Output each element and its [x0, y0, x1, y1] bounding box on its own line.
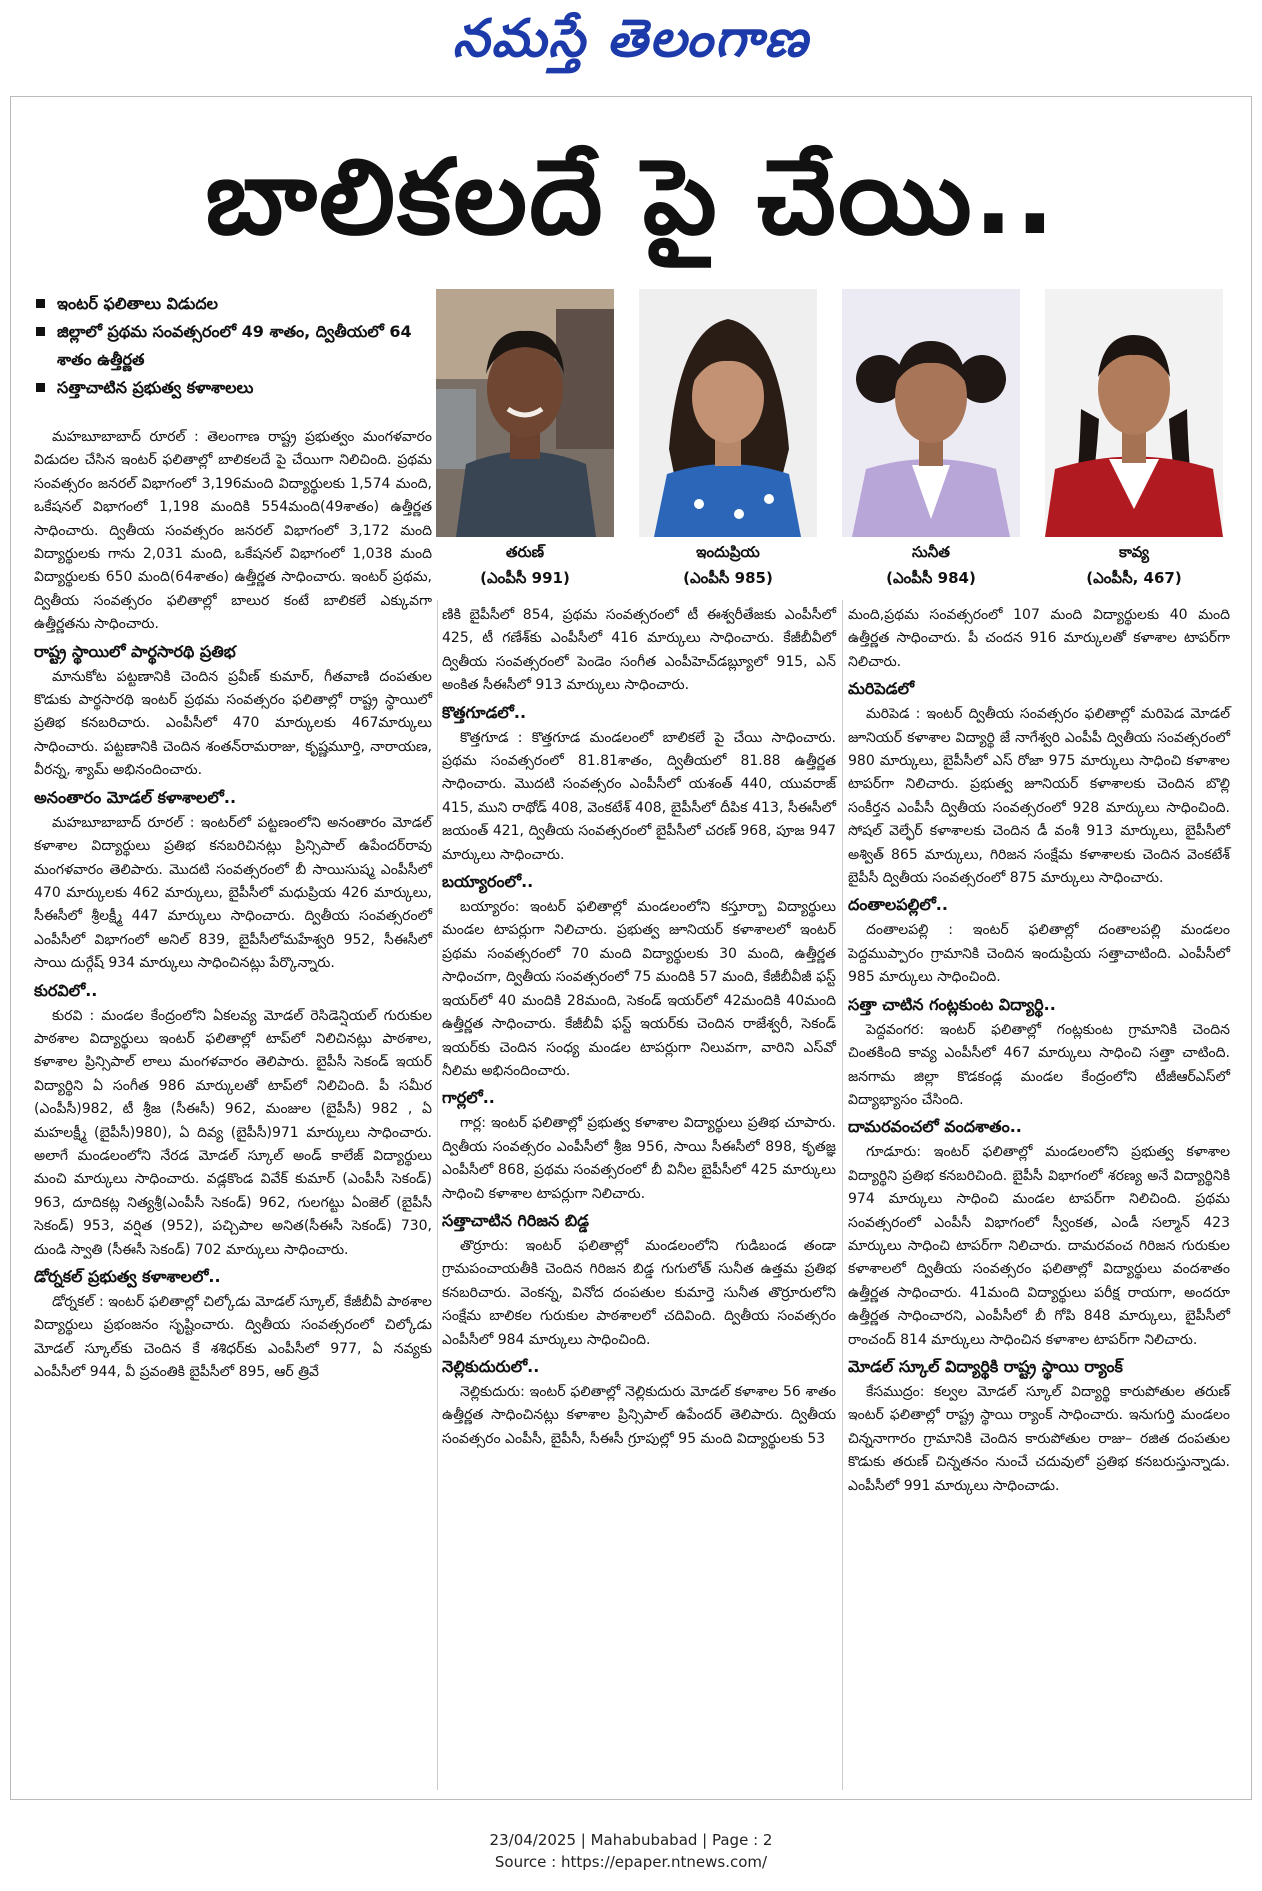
section-heading: సత్తాచాటిన గిరిజన బిడ్డ: [442, 1210, 590, 1230]
article-paragraph: పెద్దవంగర: ఇంటర్ ఫలితాల్లో గంట్లకుంట గ్రామానికి చెందిన చింతకింది కావ్య ఎంపీసీలో 467 మార్కులు సాధించి సత్తా చాటింది. జనగామ జిల్లా కొడకండ్ల మండల కేంద్రంలోని టీజీఆర్ఎస్‌లో విద్యాభ్యాసం చేసింది.: [848, 1021, 1230, 1108]
section-heading: సత్తా చాటిన గంట్లకుంట విద్యార్థి..: [848, 994, 1056, 1014]
caption-induprya: [639, 539, 817, 591]
caption-sunitha: [842, 539, 1020, 591]
highlight-item: [36, 318, 426, 374]
section-heading: దంతాలపల్లిలో..: [848, 895, 948, 915]
caption-name: ఇందుప్రియ: [696, 543, 760, 561]
masthead: [0, 8, 1262, 80]
highlights-list: [36, 290, 426, 402]
article-paragraph: దంతాలపల్లి : ఇంటర్ ఫలితాల్లో దంతాలపల్లి మండలం పెద్దముప్పారం గ్రామానికి చెందిన ఇందుప్రియ సత్తాచాటింది. ఎంపీసీలో 985 మార్కులు సాధించింది.: [848, 922, 1230, 986]
section-heading: మరిపెడలో: [848, 679, 915, 699]
section-heading: నెల్లికుదురులో..: [442, 1356, 540, 1376]
student-photo-kavya: [1045, 289, 1223, 537]
caption-name: కావ్య: [1119, 543, 1149, 561]
article-paragraph: బయ్యారం: ఇంటర్ ఫలితాల్లో మండలంలోని కస్తూర్బా విద్యార్థులు మండల టాపర్లుగా నిలిచారు. ప్రభుత్వ జూనియర్ కళాశాలలో ఇంటర్ ప్రథమ సంవత్సరంలో 70 మంది విద్యార్థులకు 30 మంది, ఉత్తీర్ణత సాధించగా, ద్వితీయ సంవత్సరంలో 75 మందికి 57 మంది, కేజీబీవీజీ ఫస్ట్ ఇయర్‌లో 40 మందికి 28మంది, సెకండ్ ఇయర్‌లో 42మందికి 40మంది ఉత్తీర్ణత సాధించారు. కేజీబీవీ ఫస్ట్ ఇయర్‌కు చెందిన రాజేశ్వరీ, సెకండ్ ఇయర్‌కు చెందిన సంధ్య మండల టాపర్లుగా నిలువగా, వారిని ఎస్‌వో నీలిమ అభినందించారు.: [442, 899, 836, 1079]
masthead-logo: నమస్తే తెలంగాణ: [452, 8, 810, 69]
article-paragraph: డోర్నకల్ : ఇంటర్ ఫలితాల్లో చిల్కోడు మోడల్ స్కూల్, కేజీబీవీ పాఠశాల విద్యార్థులు ప్రభంజనం సృష్టించారు. ద్వితీయ సంవత్సరంలో చిల్కోడు మోడల్ స్కూల్‌కు చెందిన కే శశిధర్‌కు ఎంపీసీలో 977, ఏ నవ్యకు ఎంపీసీలో 944, వీ ప్రవంతికి బైపీసీలో 895, ఆర్ త్రివే: [34, 1294, 432, 1381]
article-paragraph: మానుకోట పట్టణానికి చెందిన ప్రవీణ్ కుమార్, గీతవాణి దంపతుల కొడుకు పార్థసారథి ఇంటర్ ప్రథమ సంవత్సరం ఫలితాల్లో రాష్ట్ర స్థాయిలో ప్రతిభ కనబరిచారు. ఎంపీసీలో 470 మార్కులకు 467మార్కులు సాధించారు. పట్టణానికి చెందిన శంతన్‌రామరాజు, కృష్ణమూర్తి, నారాయణ, వీరన్న, శ్యామ్ అభినందించారు.: [34, 668, 432, 779]
article-paragraph: మహబూబాబాద్ రూరల్ : తెలంగాణ రాష్ట్ర ప్రభుత్వం మంగళవారం విడుదల చేసిన ఇంటర్ ఫలితాల్లో బాలికలదే పై చేయిగా నిలిచింది. ప్రథమ సంవత్సరం జనరల్ విభాగంలో 3,196మంది విద్యార్థులకు 1,574 మంది, ఒకేషనల్ విభాగంలో 1,198 మందికి 554మంది(49శాతం) ఉత్తీర్ణత సాధించారు. ద్వితీయ సంవత్సరం జనరల్ విభాగంలో 3,172 మంది విద్యార్థులకు గాను 2,031 మంది, ఒకేషనల్ విభాగంలో 1,038 మంది విద్యార్థులకు 650 మంది(64శాతం) ఉత్తీర్ణత సాధించారు. ఇంటర్ ప్రథమ, ద్వితీయ సంవత్సరం ఫలితాల్లో బాలుర కంటే బాలికలే ఎక్కువగా ఉత్తీర్ణతను సాధించారు.: [34, 429, 432, 633]
section-heading: మోడల్ స్కూల్ విద్యార్థికి రాష్ట్ర స్థాయి ర్యాంక్: [848, 1356, 1123, 1376]
article-paragraph: కురవి : మండల కేంద్రంలోని ఏకలవ్య మోడల్ రెసిడెన్షియల్ గురుకుల పాఠశాల విద్యార్థులు ఇంటర్ ఫలితాల్లో టాప్‌లో నిలిచినట్లు పాఠశాల, కళాశాల ప్రిన్సిపాల్ లాలు మంగళవారం తెలిపారు. బైపీసీ సెకండ్ ఇయర్ విద్యార్థిని ఏ సంగీత 986 మార్కులతో టాప్‌లో నిలిచింది. పీ సమీర (ఎంపీసీ)982, టీ శ్రీజ (సీఈసీ) 962, మంజుల (బైపీసీ) 982 , ఏ మహలక్ష్మీ (బైపీసీ)980), ఏ దివ్య (బైపీసీ)971 మార్కులు సాధించారు. అలాగే మండలంలోని నేరడ మోడల్ స్కూల్ అండ్ కాలేజ్ విద్యార్థులు మంచి మార్కులు సాధించారు. వడ్లకొండ వివేక్ కుమార్ (ఎంపీసీ సెకండ్) 963, దూదికట్ల నిత్యశ్రీ(ఎంపీసీ సెకండ్) 962, గులగట్టు ఏంజెల్ (బైపీసీ సెకండ్) 953, వర్షిత (952), పచ్చిపాల అనిత(సీఈసీ సెకండ్) 730, దుండి స్వాతి (సీఈసీ సెకండ్) 702 మార్కులు సాధించారు.: [34, 1007, 432, 1258]
highlight-text: సత్తాచాటిన ప్రభుత్వ కళాశాలలు: [57, 378, 254, 397]
headline: [20, 122, 1242, 272]
student-photo-sunitha: [842, 289, 1020, 537]
highlight-text: ఇంటర్ ఫలితాలు విడుదల: [57, 294, 218, 313]
caption-name: తరుణ్: [505, 543, 545, 561]
student-photo-tarun: [436, 289, 614, 537]
article-column-2: [442, 604, 836, 1451]
highlight-item: [36, 290, 426, 318]
highlight-text: జిల్లాలో ప్రథమ సంవత్సరంలో 49 శాతం, ద్వితీయలో 64 శాతం ఉత్తీర్ణత: [57, 322, 412, 369]
section-heading: కురవిలో..: [34, 980, 98, 1000]
article-paragraph: నెల్లికుదురు: ఇంటర్ ఫలితాల్లో నెల్లికుదురు మోడల్ కళాశాల 56 శాతం ఉత్తీర్ణత సాధించినట్లు కళాశాల ప్రిన్సిపాల్ ఉపేందర్ తెలిపారు. ద్వితీయ సంవత్సరం ఎంపీసీ, బైపీసీ, సీఈసీ గ్రూపుల్లో 95 మంది విద్యార్థులకు 53: [442, 1383, 836, 1447]
caption-name: సునీత: [912, 543, 950, 561]
section-heading: డోర్నకల్ ప్రభుత్వ కళాశాలలో..: [34, 1267, 221, 1286]
highlight-item: [36, 374, 426, 402]
square-bullet-icon: [36, 299, 45, 308]
student-photo-induprya: [639, 289, 817, 537]
article-paragraph: ణికి బైపీసీలో 854, ప్రథమ సంవత్సరంలో టీ ఈశ్వరీతేజకు ఎంపీసీలో 425, టీ గణేశ్‌కు ఎంపీసీలో 416 మార్కులు సాధించారు. కేజీబీవీలో ద్వితీయ సంవత్సరంలో పెండెం సంగీత ఎంపీహెచ్‌డబ్ల్యూలో 915, ఎన్ అంకిత సీఈసీలో 913 మార్కులు సాధించారు.: [442, 607, 836, 694]
student-photos: [436, 289, 1226, 599]
page-footer: [0, 1829, 1262, 1873]
caption-score: (ఎంపీసీ 991): [480, 569, 570, 587]
caption-tarun: [436, 539, 614, 591]
article-column-1: [34, 426, 432, 1385]
article-paragraph: మహబూబాబాద్ రూరల్ : ఇంటర్‌లో పట్టణంలోని అనంతారం మోడల్ కళాశాల విద్యార్థులు ప్రతిభ కనబరిచినట్లు ప్రిన్సిపాల్ ఉపేందర్‌రావు మంగళవారం తెలిపారు. మొదటి సంవత్సరంలో బీ సాయిసుష్మ ఎంపీసీలో 470 మార్కులకు 462 మార్కులు, బైపీసీలో మధుప్రియ 426 మార్కులు, సీఈసీలో శ్రీలక్ష్మీ 447 మార్కులు సాధించారు. ద్వితీయ సంవత్సరంలో ఎంపీసీలో విభాగంలో అనిల్ 839, బైపీసీలోమహేశ్వరి 952, సీఈసీలో సాయి దుర్గేష్ 934 మార్కులు సాధించినట్లు పేర్కొన్నారు.: [34, 814, 432, 972]
article-paragraph: గార్ల: ఇంటర్ ఫలితాల్లో ప్రభుత్వ కళాశాల విద్యార్థులు ప్రతిభ చూపారు. ద్వితీయ సంవత్సరం ఎంపీసీలో శ్రీజ 956, సాయి సీఈసీలో 898, కృతజ్ఞ ఎంపీసీలో 868, ప్రథమ సంవత్సరంలో బీ వినీల బైపీసీలో 425 మార్కులు సాధించి కళాశాల టాపర్లుగా నిలిచారు.: [442, 1115, 836, 1202]
article-paragraph: గూడూరు: ఇంటర్ ఫలితాల్లో మండలంలోని ప్రభుత్వ కళాశాల విద్యార్థిని ప్రతిభ కనబరిచింది. బైపీసీ విభాగంలో శరణ్య అనే విద్యార్థినికి 974 మార్కులు సాధించి మండల టాపర్‌గా నిలిచింది. ప్రథమ సంవత్సరంలో ఎంపీసీ విభాగంలో స్వీంకత, ఎండీ సల్మాన్ 423 మార్కులు సాధించి టాపర్‌గా నిలిచారు. దామరవంచ గిరిజన గురుకుల కళాశాలలో ద్వితీయ సంవత్సరం ఫలితాల్లో విద్యార్థులు వందశాతం ఉత్తీర్ణత సాధించారు. 41మంది విద్యార్థులు పరీక్ష రాయగా, అందరూ ఉత్తీర్ణత సాధించారని, ఎంపీసీలో బీ గోపి 848 మార్కులు, బైపీసీలో రాంచంద్ 814 మార్కులు సాధించిన కళాశాల టాపర్‌గా నిలిచారు.: [848, 1144, 1230, 1348]
caption-kavya: [1045, 539, 1223, 591]
column-divider: [842, 600, 843, 1790]
caption-score: (ఎంపీసీ 985): [683, 569, 773, 587]
section-heading: అనంతారం మోడల్ కళాశాలలో..: [34, 787, 237, 807]
article-paragraph: మరిపెడ : ఇంటర్ ద్వితీయ సంవత్సరం ఫలితాల్లో మరిపెడ మోడల్ జూనియర్ కళాశాల విద్యార్థి జే నాగేశ్వరి ఎంపీపీ ద్వితీయ సంవత్సరంలో 980 మార్కులు, బైపీసీలో ఎస్ రోజా 975 మార్కులు సాధించి కళాశాల టాపర్‌గా నిలిచారు. ప్రభుత్వ జూనియర్ కళాశాలకు చెందిన బొల్లి సంకీర్తన ఎంపీసీ ద్వితీయ సంవత్సరంలో 928 మార్కులు సాధించింది. సోషల్ వెల్ఫేర్ కళాశాలకు చెందిన డీ వంశీ 913 మార్కులు, బైపీసీలో అశ్విత్ 865 మార్కులు, గిరిజన సంక్షేమ కళాశాలకు చెందిన వెంకటేశ్ బైపీసీ ద్వితీయ సంవత్సరంలో 875 మార్కులు సాధించారు.: [848, 706, 1230, 887]
caption-score: (ఎంపీసీ, 467): [1086, 569, 1182, 587]
square-bullet-icon: [36, 383, 45, 392]
article-column-3: [848, 604, 1230, 1498]
article-paragraph: కేసముద్రం: కల్వల మోడల్ స్కూల్ విద్యార్థి కారుపోతుల తరుణ్ ఇంటర్ ఫలితాల్లో రాష్ట్ర స్థాయి ర్యాంక్ సాధించారు. ఇనుగుర్తి మండలం చిన్ననాగారం గ్రామానికి చెందిన కారుపోతుల రాజు– రజిత దంపతుల కొడుకు తరుణ్ చిన్నతనం నుంచే చదువులో ప్రతిభ కనబరుస్తున్నాడు. ఎంపీసీలో 991 మార్కులు సాధించాడు.: [848, 1383, 1230, 1494]
section-heading: దామరవంచలో వందశాతం..: [848, 1117, 1022, 1137]
column-divider: [437, 600, 438, 1790]
footer-source: Source : https://epaper.ntnews.com/: [494, 1853, 768, 1871]
article-paragraph: కొత్తగూడ : కొత్తగూడ మండలంలో బాలికలే పై చేయి సాధించారు. ప్రథమ సంవత్సరంలో 81.81శాతం, ద్వితీయలో 81.88 ఉత్తీర్ణత సాధించారు. మొదటి సంవత్సరం ఎంపీసీలో యశంత్ 440, యువరాజ్ 415, ముని రాథోడ్ 408, వెంకటేశ్ 408, బైపీసీలో దీపిక 413, సీఈసీలో జయంత్ 421, ద్వితీయ సంవత్సరంలో బైపీసీలో చరణ్ 968, పూజ 947 మార్కులు సాధించారు.: [442, 729, 836, 863]
caption-score: (ఎంపీసీ 984): [886, 569, 976, 587]
square-bullet-icon: [36, 327, 45, 336]
article-paragraph: మంది,ప్రథమ సంవత్సరంలో 107 మంది విద్యార్థులకు 40 మంది ఉత్తీర్ణత సాధించారు. పీ చందన 916 మార్కులతో కళాశాల టాపర్‌గా నిలిచారు.: [848, 607, 1230, 670]
section-heading: గార్లలో..: [442, 1088, 495, 1108]
section-heading: రాష్ట్ర స్థాయిలో పార్థసారథి ప్రతిభ: [34, 641, 236, 661]
footer-edition-info: 23/04/2025 | Mahabubabad | Page : 2: [489, 1831, 773, 1849]
section-heading: కొత్తగూడలో..: [442, 702, 527, 722]
headline-text: బాలికలదే పై చేయి..: [205, 136, 1057, 258]
article-paragraph: తొర్రూరు: ఇంటర్ ఫలితాల్లో మండలంలోని గుడిబండ తండా గ్రామపంచాయతీకి చెందిన గిరిజన బిడ్డ గుగులోత్ సునీత ఉత్తమ ప్రతిభ కనబరిచారు. వెంకన్న, వినోద దంపతుల కుమార్తె సునీత తొర్రూరులోని సంక్షేమ బాలికల గురుకుల పాఠశాలలో చదివింది. ద్వితీయ సంవత్సరం ఎంపీసీలో 984 మార్కులు సాధించింది.: [442, 1237, 836, 1348]
section-heading: బయ్యారంలో..: [442, 872, 534, 892]
